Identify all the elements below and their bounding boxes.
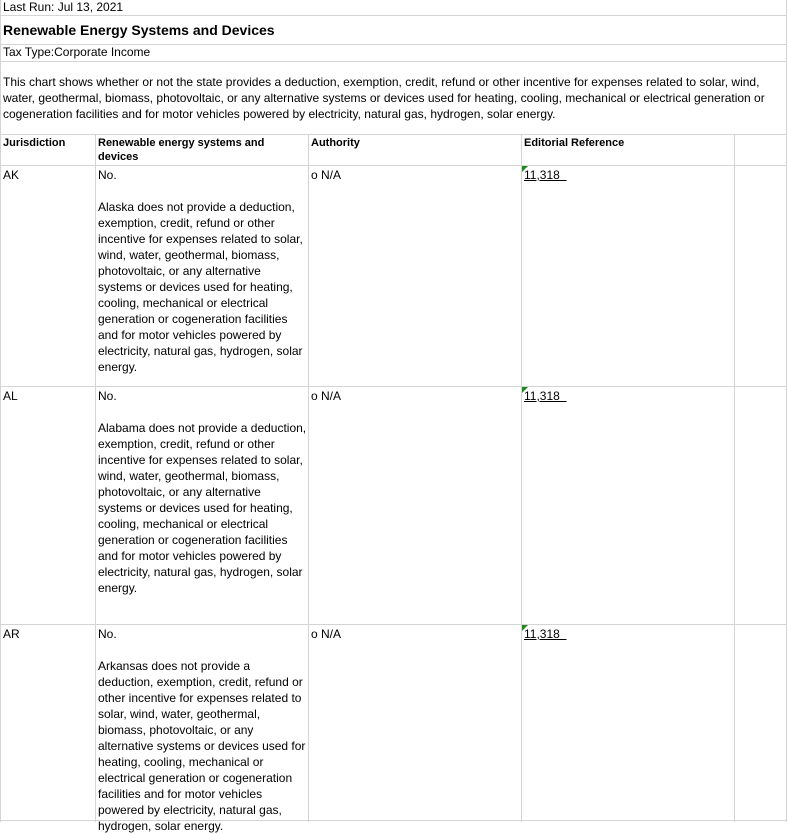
column-header-editorial-reference: Editorial Reference bbox=[524, 137, 625, 149]
editorial-reference-link[interactable]: 11,318 bbox=[524, 627, 567, 641]
jurisdiction-cell: AR bbox=[3, 627, 20, 641]
last-run-date: Last Run: Jul 13, 2021 bbox=[3, 0, 124, 14]
gridline bbox=[734, 134, 735, 822]
answer-cell: No. bbox=[98, 168, 117, 182]
editorial-reference-link[interactable]: 11,318 bbox=[524, 168, 567, 182]
gridline bbox=[95, 134, 96, 822]
authority-cell: o N/A bbox=[311, 627, 342, 641]
jurisdiction-cell: AK bbox=[3, 168, 20, 182]
answer-cell: No. bbox=[98, 389, 117, 403]
gridline bbox=[0, 61, 787, 62]
gridline bbox=[0, 624, 787, 625]
detail-cell: Arkansas does not provide a deduction, exemption, credit, refund or other incentive for expenses related to solar, wind, water, geothermal, biomass, photovoltaic, or any alternative systems or devices used for heating, cooling, mechanical or electrical generation or cogeneration facilities and for motor vehicles powered by electricity, natural gas, hydrogen, solar energy. bbox=[98, 659, 306, 833]
gridline bbox=[0, 134, 787, 135]
detail-cell: Alaska does not provide a deduction, exemption, credit, refund or other incentive for expenses related to solar, wind, water, geothermal, biomass, photovoltaic, or any alternative systems or devices used for heating, cooling, mechanical or electrical generation or cogeneration facilities and for motor vehicles powered by electricity, natural gas, hydrogen, solar energy. bbox=[98, 200, 303, 374]
authority-cell: o N/A bbox=[311, 168, 342, 182]
gridline bbox=[521, 134, 522, 822]
column-header-jurisdiction: Jurisdiction bbox=[3, 137, 66, 149]
gridline bbox=[0, 165, 787, 166]
gridline bbox=[786, 0, 787, 822]
jurisdiction-cell: AL bbox=[3, 389, 18, 403]
authority-cell: o N/A bbox=[311, 389, 342, 403]
gridline bbox=[308, 134, 309, 822]
column-header-authority: Authority bbox=[311, 137, 360, 149]
answer-cell: No. bbox=[98, 627, 117, 641]
report-title: Renewable Energy Systems and Devices bbox=[3, 22, 275, 38]
gridline bbox=[0, 0, 1, 822]
report-description: This chart shows whether or not the state provides a deduction, exemption, credit, refund or other incentive for expenses related to solar, wind, water, geothermal, biomass, photovoltaic, or any alternative systems or devices used for heating, cooling, mechanical or electrical generation or cogeneration facilities and for motor vehicles powered by electricity, natural gas, hydrogen, solar energy. bbox=[3, 75, 765, 121]
gridline bbox=[0, 15, 787, 16]
tax-type: Tax Type:Corporate Income bbox=[3, 45, 151, 59]
editorial-reference-link[interactable]: 11,318 bbox=[524, 389, 567, 403]
detail-cell: Alabama does not provide a deduction, exemption, credit, refund or other incentive for expenses related to solar, wind, water, geothermal, biomass, photovoltaic, or any alternative systems or devices used for heating, cooling, mechanical or electrical generation or cogeneration facilities and for motor vehicles powered by electricity, natural gas, hydrogen, solar energy. bbox=[98, 421, 307, 595]
column-header-renewable-energy: Renewable energy systems and devices bbox=[98, 137, 265, 163]
gridline bbox=[0, 386, 787, 387]
